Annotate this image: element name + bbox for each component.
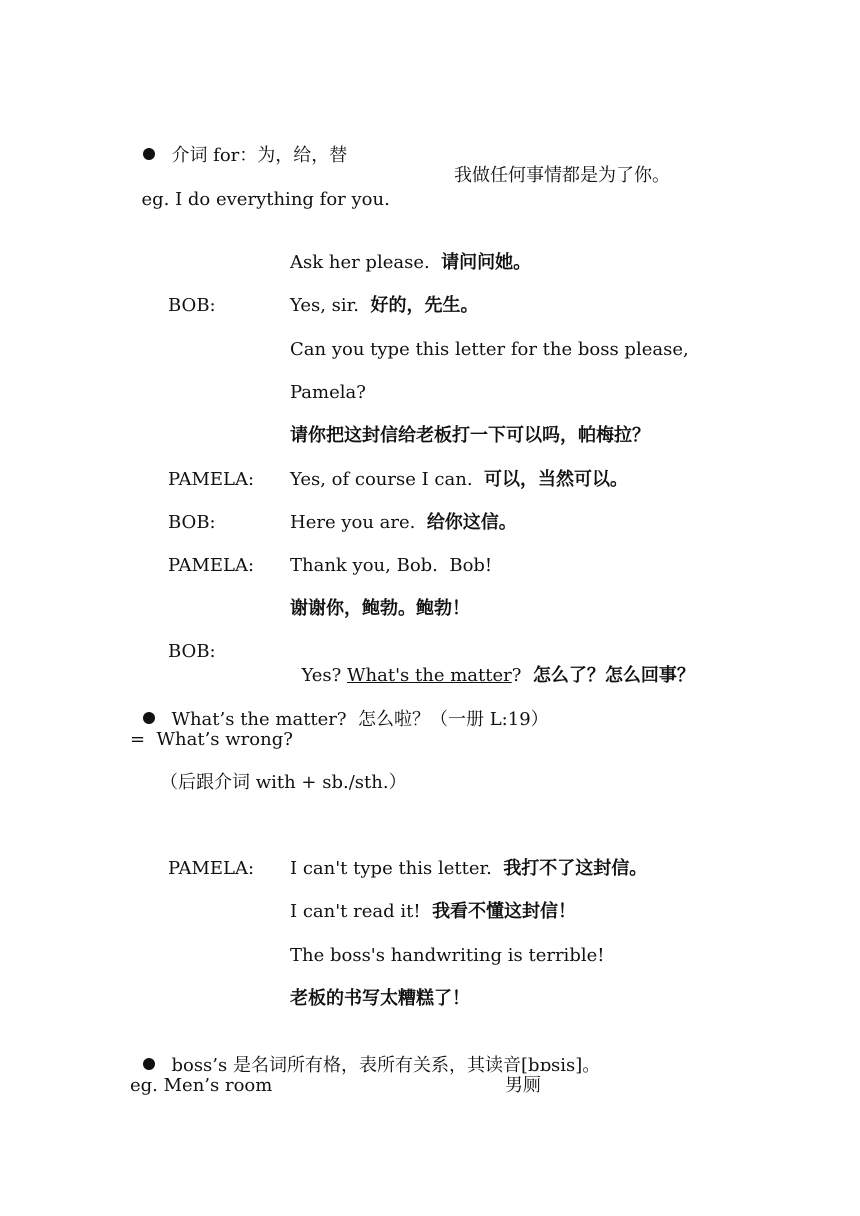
note-matter bbox=[132, 684, 549, 732]
dialogue-line bbox=[290, 554, 492, 578]
dialogue-zh: 请问问她。 bbox=[441, 252, 532, 273]
bullet-icon bbox=[143, 148, 155, 160]
dialogue-en: I can't type this letter. bbox=[290, 858, 492, 879]
example-en: eg. I do everything for you. bbox=[141, 189, 390, 210]
speaker-label: BOB: bbox=[168, 641, 216, 662]
note-for-text: 介词 for：为，给，替 bbox=[171, 145, 348, 166]
bullet-icon bbox=[143, 1058, 155, 1070]
dialogue-line bbox=[290, 381, 366, 405]
dialogue-line bbox=[290, 857, 647, 881]
dialogue-zh: 怎么了？怎么回事？ bbox=[532, 665, 695, 686]
dialogue-line bbox=[290, 338, 689, 362]
dialogue-zh: 可以，当然可以。 bbox=[484, 468, 629, 490]
speaker-label: PAMELA: bbox=[168, 555, 255, 577]
dialogue-en: Pamela? bbox=[290, 381, 366, 403]
note-matter-text: What’s the matter? 怎么啦？（一册 L:19） bbox=[171, 709, 549, 730]
dialogue-zh: 好的，先生。 bbox=[370, 295, 479, 317]
dialogue-zh: 给你这信。 bbox=[426, 511, 517, 533]
dialogue-line bbox=[290, 251, 531, 275]
dialogue-en: Yes, of course I can. bbox=[290, 468, 473, 490]
dialogue-zh: 请你把这封信给老板打一下可以吗，帕梅拉？ bbox=[290, 425, 650, 447]
dialogue-en: Yes? bbox=[301, 665, 342, 686]
speaker-label: BOB: bbox=[168, 511, 216, 533]
note-possessive-text: boss’s 是名词所有格，表所有关系，其读音[bɒsis]。 bbox=[171, 1055, 601, 1076]
note-possessive bbox=[132, 1030, 600, 1078]
dialogue-en: Can you type this letter for the boss please, bbox=[290, 338, 689, 360]
note-possessive-example: eg. Men’s room bbox=[130, 1075, 273, 1096]
dialogue-zh: 老板的书写太糟糕了！ bbox=[290, 987, 470, 1009]
dialogue-zh: 谢谢你，鲍勃。鲍勃！ bbox=[290, 598, 470, 620]
speaker-label: BOB: bbox=[168, 295, 216, 317]
note-for-example bbox=[130, 164, 390, 212]
dialogue-zh: 我看不懂这封信！ bbox=[432, 901, 577, 923]
dialogue-line bbox=[290, 294, 478, 318]
dialogue-line bbox=[290, 511, 517, 535]
note-equal-line: = What’s wrong? bbox=[130, 729, 293, 750]
dialogue-line-bob-matter bbox=[290, 640, 695, 688]
speaker-label: PAMELA: bbox=[168, 858, 255, 879]
dialogue-en: Here you are. bbox=[290, 511, 416, 533]
dialogue-zh: 我打不了这封信。 bbox=[503, 858, 648, 879]
dialogue-line bbox=[290, 944, 604, 968]
dialogue-en: Yes, sir. bbox=[290, 295, 359, 317]
note-for-example-zh: 我做任何事情都是为了你。 bbox=[454, 165, 670, 186]
speaker-label: PAMELA: bbox=[168, 468, 255, 490]
note-paren-line: （后跟介词 with + sb./sth.） bbox=[160, 772, 407, 793]
note-possessive-example-zh: 男厕 bbox=[505, 1075, 541, 1096]
dialogue-en-suffix: ? bbox=[511, 665, 522, 686]
note-for bbox=[132, 120, 347, 168]
dialogue-en: Thank you, Bob. Bob! bbox=[290, 555, 493, 577]
dialogue-en: The boss's handwriting is terrible! bbox=[290, 944, 605, 966]
dialogue-en: Ask her please. bbox=[290, 252, 430, 273]
underlined-phrase: What's the matter bbox=[347, 665, 512, 686]
dialogue-line bbox=[290, 987, 470, 1011]
dialogue-line bbox=[290, 424, 650, 448]
dialogue-line bbox=[290, 597, 470, 621]
dialogue-line bbox=[290, 900, 576, 924]
bullet-icon bbox=[143, 712, 155, 724]
dialogue-en: I can't read it! bbox=[290, 901, 421, 923]
dialogue-line bbox=[290, 468, 628, 492]
